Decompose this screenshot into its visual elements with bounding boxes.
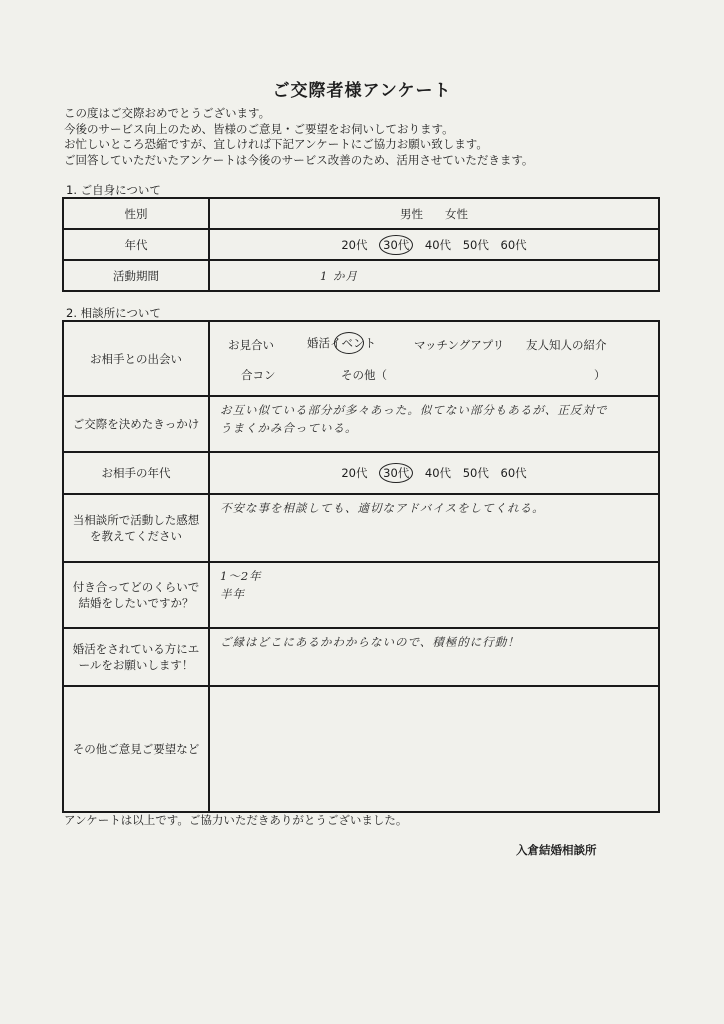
meet-label: お相手との出会い	[63, 321, 209, 396]
survey-title: ご交際者様アンケート	[272, 81, 452, 101]
office-name: 入倉結婚相談所	[516, 843, 597, 857]
marriage-label: 付き合ってどのくらいで結婚をしたいですか？	[63, 562, 209, 628]
intro-line: 今後のサービス向上のため、皆様のご意見・ご要望をお伺いしております。	[64, 121, 454, 136]
selection-circle	[334, 332, 364, 354]
age-option[interactable]: 20代	[341, 237, 368, 252]
meet-option-goukon[interactable]: 合コン	[241, 368, 276, 382]
age-label: 年代	[63, 229, 209, 260]
partner-age-option-selected[interactable]: 30代	[379, 463, 413, 483]
impression-label: 当相談所で活動した感想を教えてください	[63, 494, 209, 562]
decide-answer-line: お互い似ている部分が多々あった。似てない部分もあるが、正反対で	[220, 403, 608, 417]
age-options[interactable]	[209, 229, 659, 260]
gender-label: 性別	[63, 198, 209, 229]
section1-table	[62, 197, 660, 292]
meet-option-other-close: ）	[594, 368, 606, 382]
partner-age-option[interactable]: 50代	[462, 466, 489, 480]
partner-age-label: お相手の年代	[63, 452, 209, 494]
age-option[interactable]: 60代	[500, 237, 527, 252]
marriage-answer[interactable]	[209, 562, 659, 628]
partner-age-option[interactable]: 20代	[341, 466, 368, 480]
section1-heading: 1. ご自身について	[66, 183, 161, 197]
partner-age-option[interactable]: 40代	[424, 466, 452, 480]
marriage-answer-line: 1〜2年	[220, 569, 262, 583]
intro-line: ご回答していただいたアンケートは今後のサービス改善のため、活用させていただきます。	[64, 152, 534, 167]
decide-label: ご交際を決めたきっかけ	[63, 396, 209, 452]
meet-option-app[interactable]: マッチングアプリ	[414, 338, 505, 352]
meet-option-omiai[interactable]: お見合い	[228, 338, 274, 352]
section2-table	[62, 320, 660, 813]
marriage-answer-line: 半年	[220, 587, 245, 601]
cheer-answer[interactable]: ご縁はどこにあるかわからないので、積極的に行動！	[209, 628, 659, 686]
age-option-selected[interactable]: 30代	[379, 235, 413, 255]
intro-line: お忙しいところ恐縮ですが、宜しければ下記アンケートにご協力お願い致します。	[64, 137, 488, 151]
meet-option-event[interactable]	[307, 335, 376, 351]
gender-option-male[interactable]: 男性	[400, 206, 424, 221]
cheer-label: 婚活をされている方にエールをお願いします！	[63, 628, 209, 686]
partner-age-options[interactable]	[209, 452, 659, 494]
meet-options[interactable]	[209, 321, 659, 396]
intro-text	[64, 106, 684, 168]
impression-answer[interactable]: 不安な事を相談しても、適切なアドバイスをしてくれる。	[209, 494, 659, 562]
gender-option-female[interactable]: 女性	[444, 206, 468, 221]
meet-option-friends[interactable]: 友人知人の紹介	[526, 338, 607, 352]
decide-answer-line: うまくかみ合っている。	[220, 421, 358, 435]
gender-options[interactable]	[209, 198, 659, 229]
intro-line: この度はご交際おめでとうございます。	[64, 106, 271, 120]
meet-option-other[interactable]: その他（	[341, 368, 387, 382]
decide-answer[interactable]	[209, 396, 659, 452]
other-label: その他ご意見ご要望など	[63, 686, 209, 812]
age-option[interactable]: 40代	[424, 237, 452, 252]
period-label: 活動期間	[63, 260, 209, 291]
age-option[interactable]: 50代	[462, 237, 489, 252]
meet-option-event-text: 婚活イベント	[307, 336, 376, 350]
closing-text: アンケートは以上です。ご協力いただきありがとうございました。	[64, 813, 408, 827]
other-answer[interactable]	[209, 686, 659, 812]
partner-age-option[interactable]: 60代	[500, 466, 527, 480]
section2-heading: 2. 相談所について	[66, 306, 161, 320]
period-answer[interactable]: 1 か月	[209, 260, 659, 291]
